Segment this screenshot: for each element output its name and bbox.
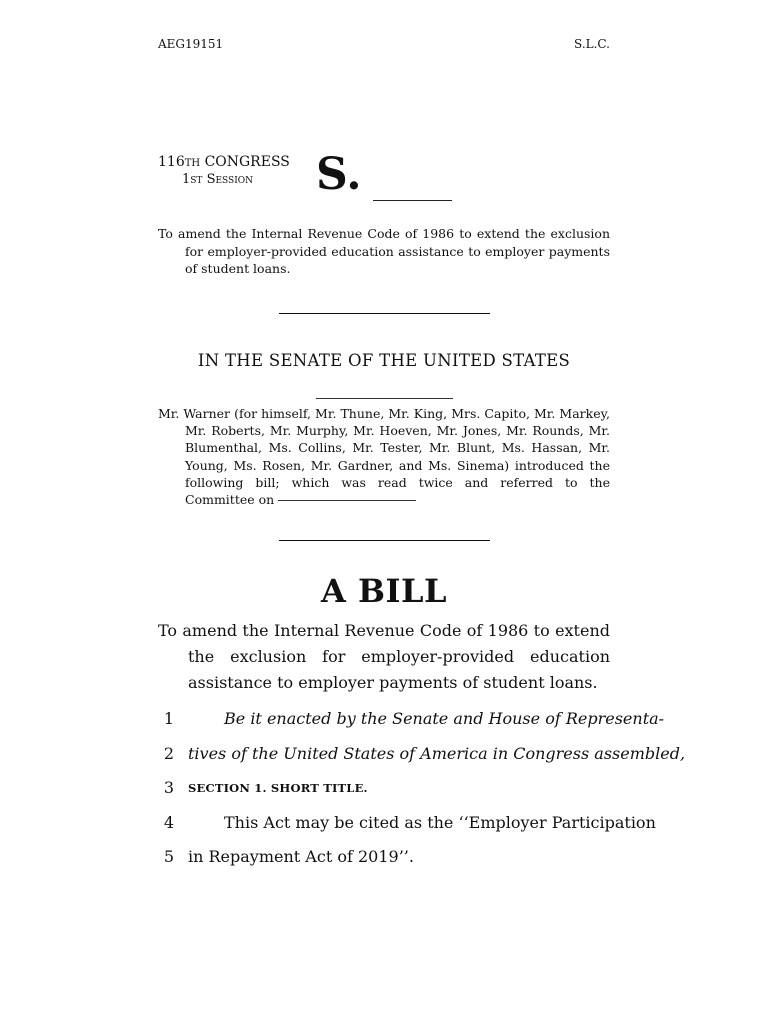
sponsors-text: Mr. Warner (for himself, Mr. Thune, Mr. King, Mrs. Capito, Mr. Markey, Mr. Roberts, Mr. Murphy, Mr. Hoeven, Mr. Jones, Mr. Rounds, Mr. Blumenthal, Ms. Collins, Mr. Tester, Mr. Blunt, Ms. Hassan, Mr. Young, Ms. Rosen, Mr. Gardner, and Ms. Sinema) introduced the following bill; which was read twice and referred to the Committee on: [158, 406, 610, 508]
line-number: 3: [163, 778, 175, 797]
document-id: AEG19151: [158, 37, 224, 51]
body-text-line: in Repayment Act of 2019’’.: [188, 847, 414, 866]
line-number: 4: [163, 813, 175, 832]
bill-designation: S.: [316, 149, 362, 200]
enacting-clause-line: Be it enacted by the Senate and House of Representa-: [224, 709, 665, 728]
line-number: 5: [163, 847, 175, 866]
enacting-clause-line: tives of the United States of America in Congress assembled,: [188, 744, 686, 763]
short-purpose: To amend the Internal Revenue Code of 1986 to extend the exclusion for employer-provided education assistance to employer payments of student loans.: [158, 226, 610, 276]
senate-heading: IN THE SENATE OF THE UNITED STATES: [197, 351, 571, 370]
divider-rule-small: [316, 398, 453, 399]
long-purpose: To amend the Internal Revenue Code of 1986 to extend the exclusion for employer-provided education assistance to employer payments of student loans.: [158, 621, 610, 692]
line-number: 2: [163, 744, 175, 763]
sponsors-paragraph: [158, 405, 610, 508]
session-label: 1st Session: [182, 172, 254, 187]
section-heading: SECTION 1. SHORT TITLE.: [188, 781, 368, 795]
bill-number-blank: [373, 200, 452, 201]
divider-rule: [279, 313, 490, 314]
body-text-line: This Act may be cited as the ‘‘Employer Participation: [224, 813, 656, 832]
divider-rule: [279, 540, 490, 541]
committee-blank: [278, 500, 416, 501]
congress-label: 116th CONGRESS: [158, 154, 290, 170]
bill-title: A BILL: [321, 572, 447, 610]
document-code: S.L.C.: [574, 37, 610, 51]
line-number: 1: [163, 709, 175, 728]
